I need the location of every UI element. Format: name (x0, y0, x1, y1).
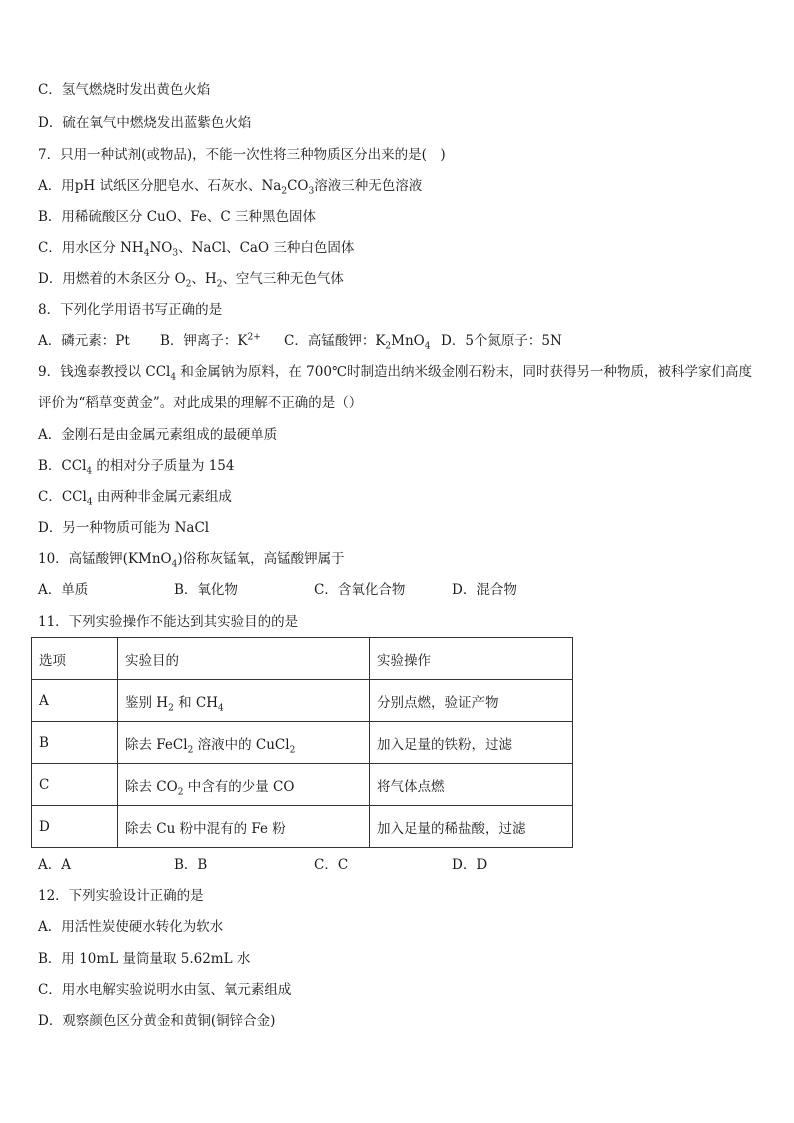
table-cell-purpose: 鉴别 $H_2$ 和 $CH_4$ (118, 680, 370, 722)
q9-option-c: C．CCl$_4$ 由两种非金属元素组成 (38, 489, 232, 508)
table-cell-purpose: 除去 FeCl$_2$ 溶液中的 CuCl$_2$ (118, 722, 370, 764)
q8-stem: 8．下列化学用语书写正确的是 (38, 302, 223, 318)
q12-option-b: B．用 10mL 量筒量取 5.62mL 水 (38, 951, 251, 967)
q8-option-b: B．钾离子：$K^{2+}$ (160, 332, 261, 349)
q8-option-c: C．高锰酸钾：$K_2MnO_4$ (284, 333, 431, 352)
table-cell-purpose: 除去 $CO_2$ 中含有的少量 CO (118, 764, 370, 806)
q9-stem-line1: 9．钱逸泰教授以 CCl$_4$ 和金属钠为原料，在 700℃时制造出纳米级金刚石粉末，同时获得另一种物质，被科学家们高度 (38, 364, 753, 383)
q10-stem: 10．高锰酸钾(KMnO$_4$)俗称灰锰氧，高锰酸钾属于 (38, 551, 345, 570)
table-row (32, 680, 573, 722)
q11-option-c: C．C (314, 857, 349, 873)
q7-stem: 7．只用一种试剂(或物品)，不能一次性将三种物质区分出来的是( ) (38, 147, 446, 163)
q11-option-b: B．B (174, 857, 208, 873)
q11-option-d: D．D (452, 857, 488, 873)
q7-option-c: C．用水区分 $NH_4NO_3$、NaCl、CaO 三种白色固体 (38, 240, 355, 259)
q10-option-b: B．氧化物 (174, 582, 238, 598)
q6-option-d: D．硫在氧气中燃烧发出蓝紫色火焰 (38, 115, 252, 131)
q9-option-b: B．CCl$_4$ 的相对分子质量为 154 (38, 458, 235, 477)
q12-option-d: D．观察颜色区分黄金和黄铜(铜锌合金) (38, 1013, 276, 1029)
q7-option-b: B．用稀硫酸区分 CuO、Fe、C 三种黑色固体 (38, 209, 317, 225)
table-header-row (32, 638, 573, 680)
q10-option-a: A．单质 (38, 582, 89, 598)
q9-stem-line2: 评价为“稻草变黄金”。对此成果的理解不正确的是（） (38, 395, 363, 411)
q12-option-c: C．用水电解实验说明水由氢、氧元素组成 (38, 982, 292, 998)
table-cell-option: A (32, 680, 118, 722)
table-cell-option: C (32, 764, 118, 806)
table-cell-operation: 分别点燃，验证产物 (370, 680, 573, 722)
q7-option-a: A．用pH 试纸区分肥皂水、石灰水、$Na_2CO_3$溶液三种无色溶液 (38, 178, 423, 197)
table-cell-operation: 加入足量的稀盐酸，过滤 (370, 806, 573, 848)
q8-option-a: A．磷元素：Pt (38, 333, 130, 349)
table-header-cell: 选项 (32, 638, 118, 680)
q9-option-a: A．金刚石是由金属元素组成的最硬单质 (38, 427, 278, 443)
table-row (32, 722, 573, 764)
q6-option-c: C．氢气燃烧时发出黄色火焰 (38, 82, 211, 98)
q11-option-a: A．A (38, 857, 71, 873)
q8-option-d: D．5个氮原子：5N (441, 333, 562, 349)
q10-option-c: C．含氧化合物 (314, 582, 406, 598)
q12-option-a: A．用活性炭使硬水转化为软水 (38, 919, 224, 935)
table-header-cell: 实验目的 (118, 638, 370, 680)
table-cell-option: B (32, 722, 118, 764)
q9-option-d: D．另一种物质可能为 NaCl (38, 520, 210, 536)
q11-stem: 11．下列实验操作不能达到其实验目的的是 (38, 614, 299, 630)
table-row (32, 806, 573, 848)
q10-option-d: D．混合物 (452, 582, 517, 598)
q12-stem: 12．下列实验设计正确的是 (38, 888, 204, 904)
table-cell-operation: 加入足量的铁粉，过滤 (370, 722, 573, 764)
table-cell-option: D (32, 806, 118, 848)
table-header-cell: 实验操作 (370, 638, 573, 680)
table-row (32, 764, 573, 806)
q7-option-d: D．用燃着的木条区分 $O_2$、$H_2$、空气三种无色气体 (38, 271, 344, 290)
q11-table (31, 637, 573, 848)
table-cell-operation: 将气体点燃 (370, 764, 573, 806)
table-cell-purpose: 除去 Cu 粉中混有的 Fe 粉 (118, 806, 370, 848)
